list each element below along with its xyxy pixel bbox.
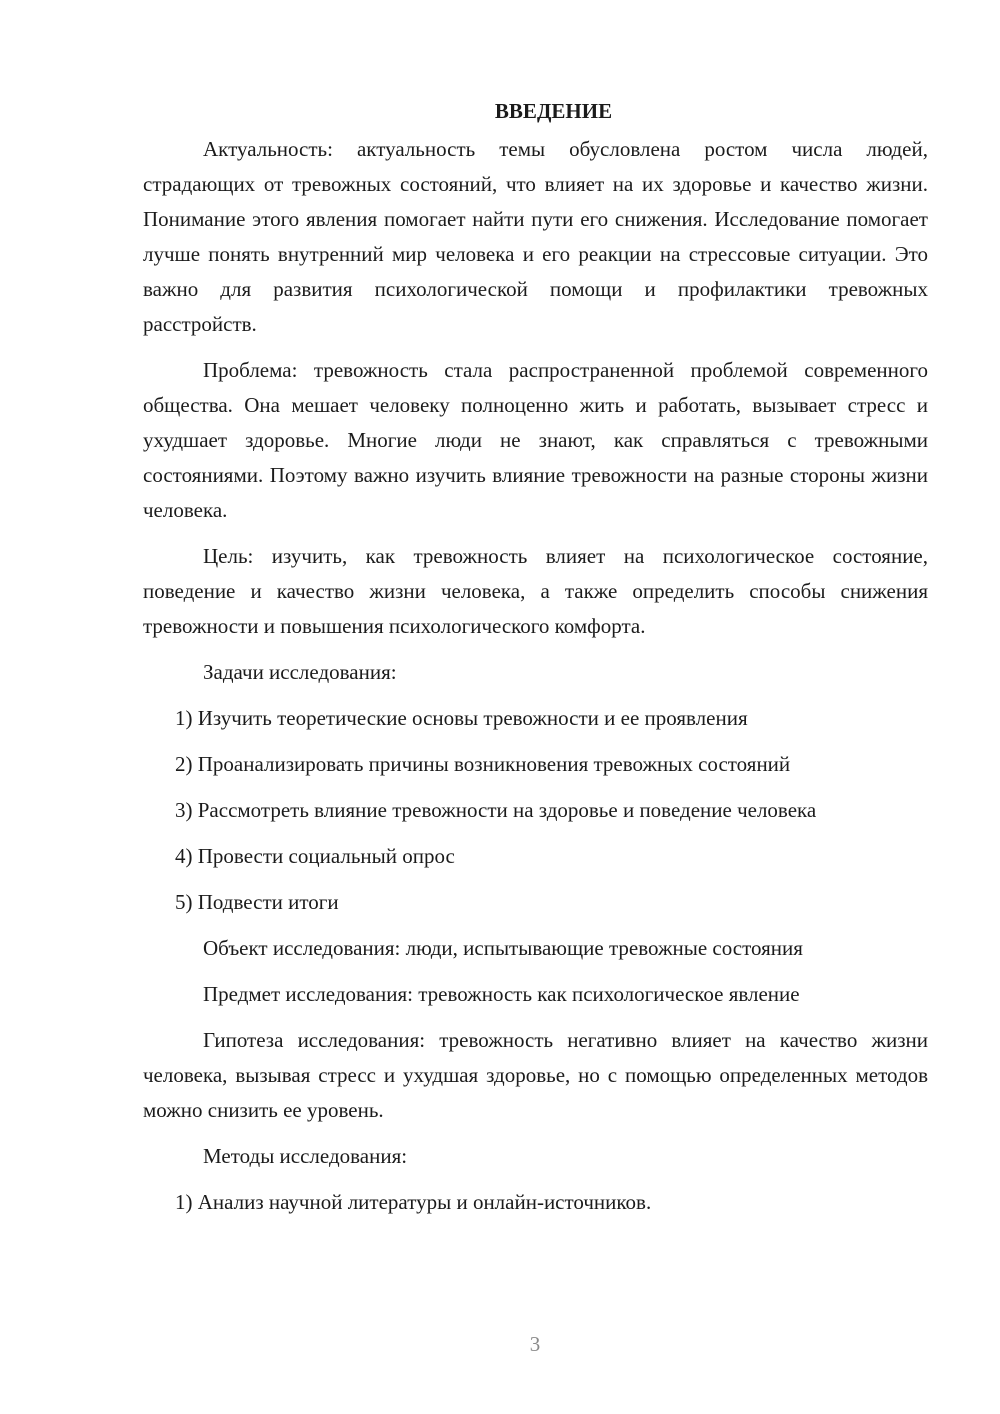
task-item-4: 4) Провести социальный опрос <box>175 844 455 868</box>
section-title: ВВЕДЕНИЕ <box>494 99 613 123</box>
paragraph-relevance: Актуальность: актуальность темы обусловлена ростом числа людей, страдающих от тревожных состояний, что влияет на их здоровье и качество жизни. Понимание этого явления помогает найти пути его снижения. Исследование помогает лучше понять внутренний мир человека и его реакции на стрессовые ситуации. Это важно для развития психологической помощи и профилактики тревожных расстройств. <box>143 137 928 336</box>
paragraph-subject: Предмет исследования: тревожность как психологическое явление <box>203 982 800 1006</box>
task-item-5: 5) Подвести итоги <box>175 890 339 914</box>
paragraph-tasks-heading: Задачи исследования: <box>203 660 397 684</box>
task-item-1: 1) Изучить теоретические основы тревожности и ее проявления <box>175 706 748 730</box>
method-item-1: 1) Анализ научной литературы и онлайн-источников. <box>175 1190 652 1214</box>
task-item-2: 2) Проанализировать причины возникновения тревожных состояний <box>175 752 791 776</box>
paragraph-methods-heading: Методы исследования: <box>203 1144 408 1168</box>
paragraph-hypothesis: Гипотеза исследования: тревожность негативно влияет на качество жизни человека, вызывая стресс и ухудшая здоровье, но с помощью определенных методов можно снизить ее уровень. <box>143 1028 928 1122</box>
paragraph-goal: Цель: изучить, как тревожность влияет на психологическое состояние, поведение и качество жизни человека, а также определить способы снижения тревожности и повышения психологического комфорта. <box>143 544 928 638</box>
task-item-3: 3) Рассмотреть влияние тревожности на здоровье и поведение человека <box>175 798 817 822</box>
page-number: 3 <box>529 1332 541 1356</box>
paragraph-problem: Проблема: тревожность стала распространенной проблемой современного общества. Она мешает человеку полноценно жить и работать, вызывает стресс и ухудшает здоровье. Многие люди не знают, как справляться с тревожными состояниями. Поэтому важно изучить влияние тревожности на разные стороны жизни человека. <box>143 358 928 522</box>
paragraph-object: Объект исследования: люди, испытывающие тревожные состояния <box>203 936 803 960</box>
